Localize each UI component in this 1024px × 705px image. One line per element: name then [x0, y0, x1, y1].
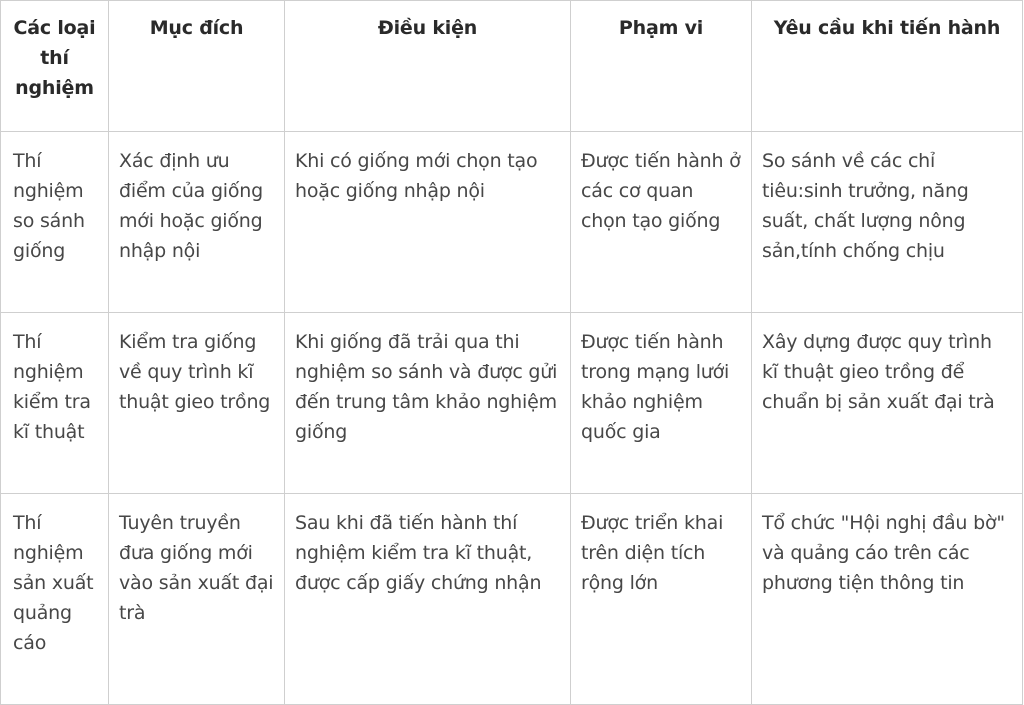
- cell-requirements: Xây dựng được quy trình kĩ thuật gieo trồng để chuẩn bị sản xuất đại trà: [752, 313, 1023, 494]
- table-row: [1, 313, 1023, 494]
- cell-conditions: Khi giống đã trải qua thi nghiệm so sánh và được gửi đến trung tâm khảo nghiệm giống: [285, 313, 571, 494]
- cell-requirements: So sánh về các chỉ tiêu:sinh trưởng, năng suất, chất lượng nông sản,tính chống chịu: [752, 132, 1023, 313]
- cell-purpose: Tuyên truyền đưa giống mới vào sản xuất đại trà: [109, 494, 285, 705]
- header-scope: Phạm vi: [571, 1, 752, 132]
- cell-scope: Được triển khai trên diện tích rộng lớn: [571, 494, 752, 705]
- table-row: [1, 494, 1023, 705]
- cell-experiment-type: Thí nghiệm so sánh giống: [1, 132, 109, 313]
- cell-purpose: Xác định ưu điểm của giống mới hoặc giống nhập nội: [109, 132, 285, 313]
- header-purpose: Mục đích: [109, 1, 285, 132]
- header-requirements: Yêu cầu khi tiến hành: [752, 1, 1023, 132]
- cell-conditions: Sau khi đã tiến hành thí nghiệm kiểm tra kĩ thuật, được cấp giấy chứng nhận: [285, 494, 571, 705]
- cell-purpose: Kiểm tra giống về quy trình kĩ thuật gieo trồng: [109, 313, 285, 494]
- cell-requirements: Tổ chức "Hội nghị đầu bờ" và quảng cáo trên các phương tiện thông tin: [752, 494, 1023, 705]
- header-experiment-type: Các loại thí nghiệm: [1, 1, 109, 132]
- header-conditions: Điều kiện: [285, 1, 571, 132]
- cell-experiment-type: Thí nghiệm kiểm tra kĩ thuật: [1, 313, 109, 494]
- cell-scope: Được tiến hành trong mạng lưới khảo nghiệm quốc gia: [571, 313, 752, 494]
- table-row: [1, 132, 1023, 313]
- cell-scope: Được tiến hành ở các cơ quan chọn tạo giống: [571, 132, 752, 313]
- cell-experiment-type: Thí nghiệm sản xuất quảng cáo: [1, 494, 109, 705]
- cell-conditions: Khi có giống mới chọn tạo hoặc giống nhập nội: [285, 132, 571, 313]
- table-header-row: [1, 1, 1023, 132]
